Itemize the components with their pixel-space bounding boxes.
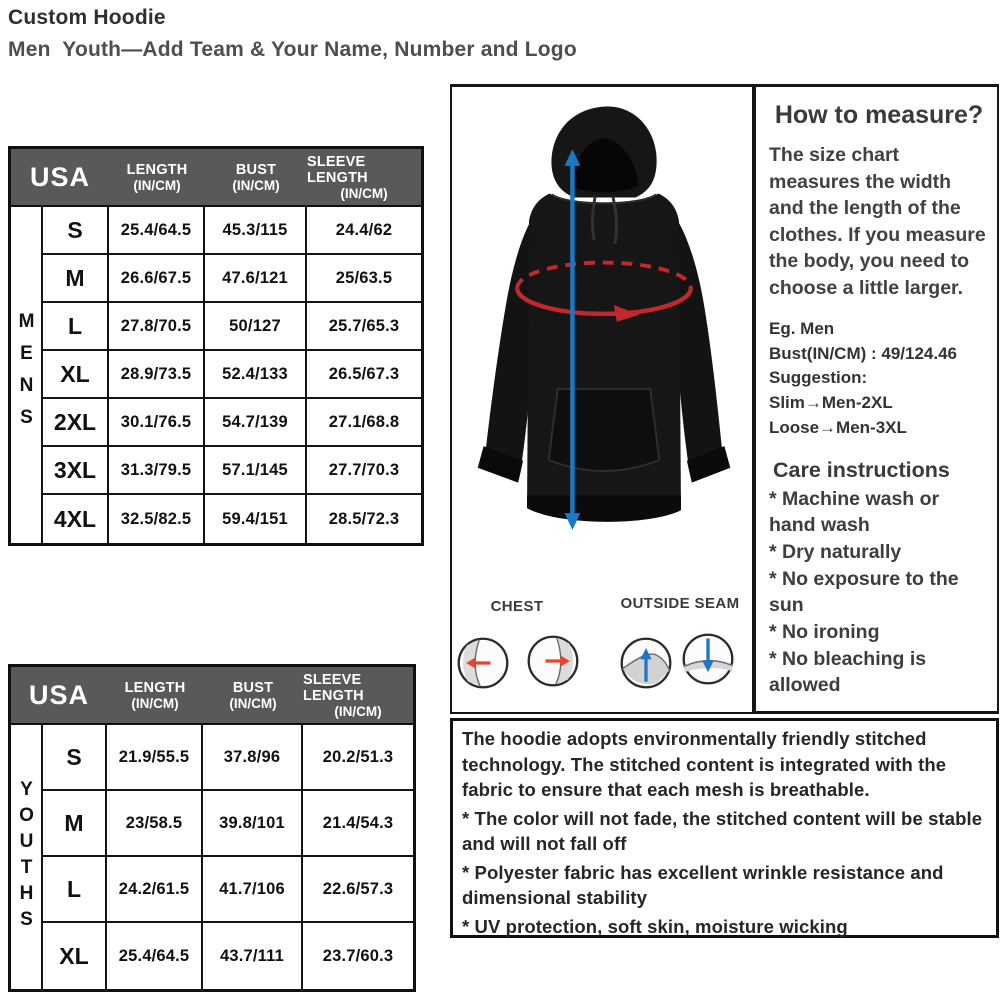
bust-cell: 45.3/115 <box>205 207 307 253</box>
table-row <box>43 857 413 923</box>
size-cell: L <box>43 857 107 921</box>
care-instructions-list <box>769 487 989 699</box>
table-row <box>43 495 421 543</box>
sleeve-cell: 28.5/72.3 <box>328 509 400 528</box>
sleeve-cell: 27.1/68.8 <box>328 412 400 431</box>
length-cell: 27.8/70.5 <box>109 303 205 349</box>
page-title: Custom Hoodie <box>8 6 166 29</box>
care-item: * No bleaching is allowed <box>769 647 927 696</box>
length-cell: 24.2/61.5 <box>107 857 203 921</box>
sleeve-cell: 25.7/65.3 <box>328 316 400 335</box>
sleeve-cell: 25/63.5 <box>335 268 393 287</box>
seam-fold-down-icon <box>680 631 736 687</box>
youth-table-header <box>11 667 413 725</box>
table-row <box>43 255 421 303</box>
mens-table-header <box>11 149 421 207</box>
usa-header-cell: USA <box>29 161 90 192</box>
youth-side-label: YOUTHS <box>11 725 43 989</box>
mens-side-label: MENS <box>11 207 43 543</box>
table-row <box>43 923 413 989</box>
bust-cell: 47.6/121 <box>205 255 307 301</box>
bust-header-cell: BUST (IN/CM) <box>229 679 277 711</box>
how-to-measure-text: The size chart measures the width and the length of the clothes. If you measure the body, you need to choose a little larger. <box>769 144 986 299</box>
length-cell: 21.9/55.5 <box>107 725 203 789</box>
chest-label: CHEST <box>490 598 544 615</box>
usa-header-cell: USA <box>28 679 89 710</box>
youth-size-table <box>8 664 416 992</box>
size-cell: XL <box>43 351 109 397</box>
sleeve-cell: 27.7/70.3 <box>328 460 400 479</box>
sleeve-cell: 21.4/54.3 <box>322 813 394 832</box>
length-cell: 30.1/76.5 <box>109 399 205 445</box>
description-line: * The color will not fade, the stitched content will be stable and will not fall off <box>462 807 983 855</box>
size-cell: 3XL <box>43 447 109 493</box>
description-line: The hoodie adopts environmentally friendly stitched technology. The stitched content is integrated with the fabric to ensure that each mesh is breathable. <box>462 728 947 801</box>
length-cell: 26.6/67.5 <box>109 255 205 301</box>
table-row <box>43 399 421 447</box>
sleeve-header-cell: SLEEVE LENGTH (IN/CM) <box>303 671 382 719</box>
length-cell: 32.5/82.5 <box>109 495 205 543</box>
chest-width-right-icon <box>525 633 581 689</box>
sleeve-cell: 22.6/57.3 <box>322 879 394 898</box>
length-header-cell: LENGTH (IN/CM) <box>126 161 188 193</box>
size-cell: M <box>43 791 107 855</box>
size-cell: S <box>43 725 107 789</box>
hoodie-photo <box>456 89 752 594</box>
size-cell: M <box>43 255 109 301</box>
sleeve-cell: 26.5/67.3 <box>328 364 400 383</box>
bust-cell: 57.1/145 <box>205 447 307 493</box>
length-cell: 23/58.5 <box>107 791 203 855</box>
sleeve-cell: 23.7/60.3 <box>322 946 394 965</box>
bust-header-cell: BUST (IN/CM) <box>232 161 280 193</box>
size-cell: S <box>43 207 109 253</box>
outside-seam-label: OUTSIDE SEAM <box>620 595 740 612</box>
sleeve-header-cell: SLEEVE LENGTH (IN/CM) <box>307 153 388 201</box>
bust-cell: 43.7/111 <box>203 923 303 989</box>
care-item: * No ironing <box>769 620 880 643</box>
how-to-measure-panel <box>753 84 999 714</box>
size-cell: XL <box>43 923 107 989</box>
how-to-measure-heading: How to measure? <box>774 101 984 129</box>
table-row <box>43 207 421 255</box>
bust-cell: 59.4/151 <box>205 495 307 543</box>
length-cell: 31.3/79.5 <box>109 447 205 493</box>
table-row <box>43 303 421 351</box>
length-cell: 28.9/73.5 <box>109 351 205 397</box>
length-cell: 25.4/64.5 <box>109 207 205 253</box>
bust-cell: 50/127 <box>205 303 307 349</box>
care-item: * Dry naturally <box>769 541 902 564</box>
table-row <box>43 447 421 495</box>
table-row <box>43 351 421 399</box>
size-cell: 4XL <box>43 495 109 543</box>
table-row <box>43 791 413 857</box>
description-line: * UV protection, soft skin, moisture wicking <box>462 915 848 937</box>
care-item: * Machine wash or hand wash <box>769 488 940 537</box>
size-cell: L <box>43 303 109 349</box>
table-row <box>43 725 413 791</box>
care-item: * No exposure to the sun <box>769 568 959 616</box>
bust-cell: 52.4/133 <box>205 351 307 397</box>
sleeve-cell: 24.4/62 <box>335 220 393 239</box>
length-header-cell: LENGTH (IN/CM) <box>124 679 186 711</box>
bust-cell: 54.7/139 <box>205 399 307 445</box>
sleeve-cell: 20.2/51.3 <box>322 747 394 766</box>
bust-cell: 37.8/96 <box>203 725 303 789</box>
care-instructions-heading: Care instructions <box>773 458 950 483</box>
length-cell: 25.4/64.5 <box>107 923 203 989</box>
bust-cell: 39.8/101 <box>203 791 303 855</box>
hoodie-measure-panel <box>450 84 754 714</box>
bust-cell: 41.7/106 <box>203 857 303 921</box>
mens-size-table <box>8 146 424 546</box>
page-subtitle: Men Youth—Add Team & Your Name, Number and Logo <box>8 38 577 61</box>
description-line: * Polyester fabric has excellent wrinkle resistance and dimensional stability <box>462 861 944 909</box>
size-cell: 2XL <box>43 399 109 445</box>
seam-fold-up-icon <box>618 635 674 691</box>
size-suggestion-example: Eg. Men Bust(IN/CM) : 49/124.46 Suggestion: Slim→Men-2XL Loose→Men-3XL <box>769 319 957 437</box>
chest-width-left-icon <box>455 635 511 691</box>
product-description-box <box>450 718 999 938</box>
